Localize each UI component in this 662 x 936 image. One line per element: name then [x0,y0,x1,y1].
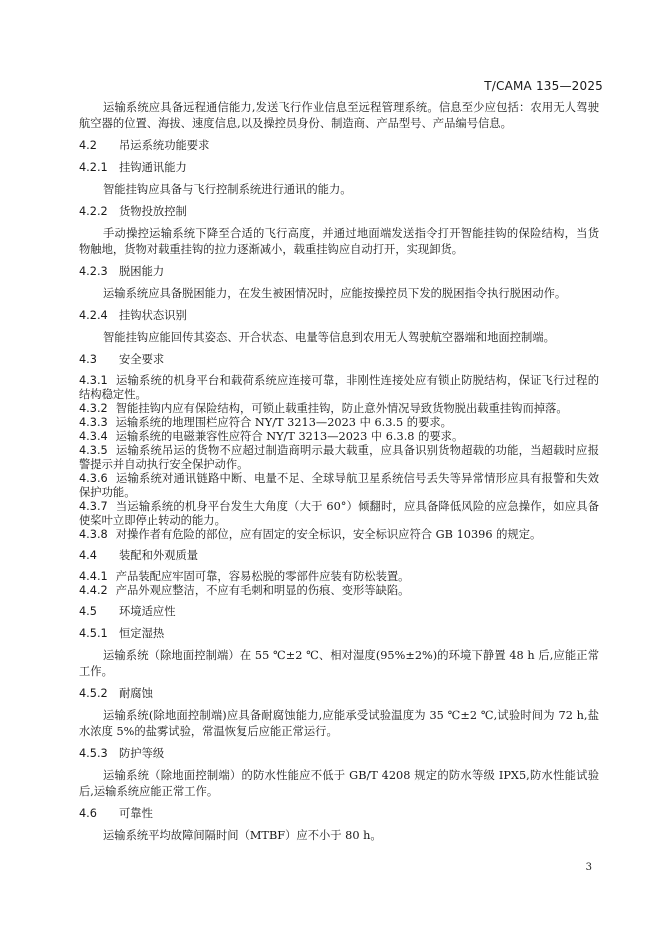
clause [79,570,599,584]
clause-list [79,570,599,598]
section-title: 挂钩状态识别 [119,309,187,322]
section-title: 吊运系统功能要求 [119,139,210,152]
page-number: 3 [585,862,592,873]
section-heading [79,204,599,220]
clause-text: 运输系统的地理围栏应符合 NY/T 3213—2023 中 6.3.5 的要求。 [115,416,452,429]
section-title: 装配和外观质量 [119,549,199,562]
section-number: 4.2 [79,139,97,152]
section-title: 可靠性 [119,807,153,820]
section-number: 4.5.3 [79,747,108,760]
section-heading [79,806,599,822]
paragraph: 运输系统平均故障间隔时间（MTBF）应不小于 80 h。 [103,829,382,842]
section-title: 耐腐蚀 [119,687,153,700]
clause [79,472,599,500]
clause-number: 4.3.5 [79,444,108,457]
section-title: 环境适应性 [119,605,176,618]
section-number: 4.4 [79,549,97,562]
section-heading [79,626,599,642]
section-number: 4.5.1 [79,627,108,640]
section-heading [79,746,599,762]
clause [79,416,599,430]
clause-number: 4.3.8 [79,528,108,541]
section-heading [79,160,599,176]
paragraph: 智能挂钩应能回传其姿态、开合状态、电量等信息到农用无人驾驶航空器端和地面控制端。 [103,331,555,344]
section-number: 4.6 [79,807,97,820]
paragraph: 智能挂钩应具备与飞行控制系统进行通讯的能力。 [103,183,352,196]
document-body [79,100,599,850]
clause-number: 4.3.1 [79,374,108,387]
paragraph: 运输系统（除地面控制端）在 55 ℃±2 ℃、相对湿度(95%±2%)的环境下静置 48 h 后,应能正常工作。 [79,649,599,678]
clause [79,444,599,472]
section-number: 4.2.2 [79,205,108,218]
clause-text: 产品外观应整洁，不应有毛刺和明显的伤痕、变形等缺陷。 [115,584,410,597]
section-title: 安全要求 [119,353,165,366]
clause-text: 智能挂钩内应有保险结构，可锁止载重挂钩，防止意外情况导致货物脱出载重挂钩而掉落。 [115,402,568,415]
standard-number: T/CAMA 135—2025 [484,79,603,93]
section-number: 4.2.3 [79,265,108,278]
section-number: 4.3 [79,353,97,366]
section-heading [79,604,599,620]
clause [79,500,599,528]
clause [79,430,599,444]
paragraph: 运输系统（除地面控制端）的防水性能应不低于 GB/T 4208 规定的防水等级 IPX5,防水性能试验后,运输系统应能正常工作。 [79,769,599,798]
paragraph: 运输系统应具备脱困能力，在发生被困情况时，应能按操控员下发的脱困指令执行脱困动作。 [103,287,567,300]
section-number: 4.5 [79,605,97,618]
section-title: 货物投放控制 [119,205,187,218]
clause-number: 4.4.2 [79,584,108,597]
clause-text: 对操作者有危险的部位，应有固定的安全标识，安全标识应符合 GB 10396 的规定。 [115,528,542,541]
paragraph: 运输系统应具备远程通信能力,发送飞行作业信息至远程管理系统。信息至少应包括：农用无人驾驶航空器的位置、海拔、速度信息,以及操控员身份、制造商、产品型号、产品编号信息。 [79,101,599,130]
clause-text: 运输系统对通讯链路中断、电量不足、全球导航卫星系统信号丢失等异常情形应具有报警和失效保护功能。 [79,472,599,499]
clause-text: 运输系统吊运的货物不应超过制造商明示最大载重，应具备识别货物超载的功能，当超载时应报警提示并自动执行安全保护动作。 [79,444,599,471]
paragraph: 手动操控运输系统下降至合适的飞行高度，并通过地面端发送指令打开智能挂钩的保险结构，当货物触地，货物对载重挂钩的拉力逐渐减小，载重挂钩应自动打开，实现卸货。 [79,227,599,256]
section-title: 挂钩通讯能力 [119,161,187,174]
clause-number: 4.3.4 [79,430,108,443]
clause-number: 4.4.1 [79,570,108,583]
section-number: 4.2.1 [79,161,108,174]
section-heading [79,686,599,702]
section-title: 恒定湿热 [119,627,165,640]
clause [79,584,599,598]
clause-text: 运输系统的机身平台和载荷系统应连接可靠，非刚性连接处应有锁止防脱结构，保证飞行过程的结构稳定性。 [79,374,599,401]
clause [79,528,599,542]
clause [79,402,599,416]
section-title: 防护等级 [119,747,165,760]
clause-text: 产品装配应牢固可靠，容易松脱的零部件应装有防松装置。 [115,570,410,583]
section-heading [79,352,599,368]
section-heading [79,308,599,324]
clause-number: 4.3.2 [79,402,108,415]
clause-text: 当运输系统的机身平台发生大角度（大于 60°）倾翻时，应具备降低风险的应急操作，如应具备使桨叶立即停止转动的能力。 [79,500,599,527]
clause-list [79,374,599,542]
clause [79,374,599,402]
section-title: 脱困能力 [119,265,165,278]
paragraph: 运输系统(除地面控制端)应具备耐腐蚀能力,应能承受试验温度为 35 ℃±2 ℃,试验时间为 72 h,盐水浓度 5%的盐雾试验，常温恢复后应能正常运行。 [79,709,599,738]
section-number: 4.2.4 [79,309,108,322]
clause-number: 4.3.3 [79,416,108,429]
section-number: 4.5.2 [79,687,108,700]
clause-text: 运输系统的电磁兼容性应符合 NY/T 3213—2023 中 6.3.8 的要求。 [115,430,464,443]
clause-number: 4.3.6 [79,472,108,485]
section-heading [79,548,599,564]
section-heading [79,264,599,280]
clause-number: 4.3.7 [79,500,108,513]
section-heading [79,138,599,154]
